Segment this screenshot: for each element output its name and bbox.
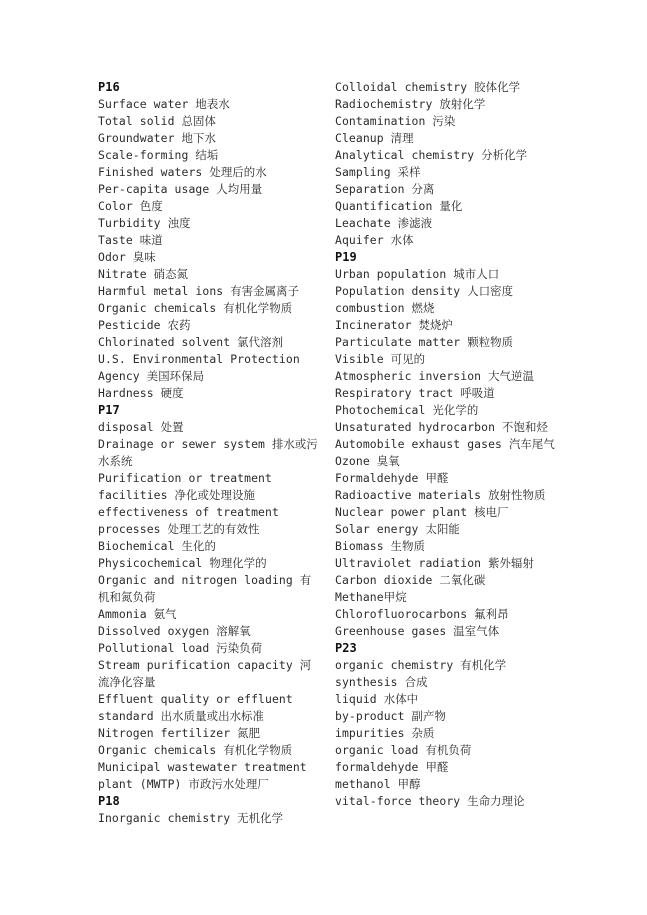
glossary-entry: Drainage or sewer system 排水或污水系统: [98, 437, 318, 468]
glossary-entry: Taste 味道: [98, 233, 163, 247]
glossary-entry: vital-force theory 生命力理论: [335, 794, 525, 808]
glossary-entry: U.S. Environmental Protection Agency 美国环保局: [98, 352, 300, 383]
glossary-entry: liquid 水体中: [335, 692, 419, 706]
glossary-entry: Municipal wastewater treatment plant (MWTP) 市政污水处理厂: [98, 760, 307, 791]
section-heading: P18: [98, 794, 120, 808]
glossary-entry: Solar energy 太阳能: [335, 522, 460, 536]
glossary-entry: Carbon dioxide 二氧化碳: [335, 573, 486, 587]
glossary-entry: Particulate matter 颗粒物质: [335, 335, 514, 349]
section-heading: P19: [335, 250, 357, 264]
glossary-entry: Purification or treatment facilities 净化或处理设施: [98, 471, 272, 502]
glossary-entry: Harmful metal ions 有害金属离子: [98, 284, 300, 298]
glossary-entry: Methane甲烷: [335, 590, 407, 604]
glossary-entry: Pollutional load 污染负荷: [98, 641, 263, 655]
glossary-entry: Atmospheric inversion 大气逆温: [335, 369, 535, 383]
glossary-entry: Nitrogen fertilizer 氮肥: [98, 726, 261, 740]
glossary-entry: Greenhouse gases 温室气体: [335, 624, 500, 638]
glossary-entry: impurities 杂质: [335, 726, 435, 740]
glossary-entry: Scale-forming 结垢: [98, 148, 219, 162]
glossary-entry: formaldehyde 甲醛: [335, 760, 449, 774]
glossary-entry: Visible 可见的: [335, 352, 426, 366]
glossary-entry: combustion 燃烧: [335, 301, 435, 315]
glossary-entry: disposal 处置: [98, 420, 184, 434]
glossary-entry: Color 色度: [98, 199, 163, 213]
glossary-entry: by-product 副产物: [335, 709, 447, 723]
glossary-entry: Leachate 渗滤液: [335, 216, 433, 230]
glossary-column-right: [335, 79, 557, 810]
glossary-entry: Organic and nitrogen loading 有机和氮负荷: [98, 573, 312, 604]
glossary-entry: Unsaturated hydrocarbon 不饱和烃: [335, 420, 548, 434]
glossary-entry: organic chemistry 有机化学: [335, 658, 507, 672]
section-heading: P17: [98, 403, 120, 417]
glossary-entry: Dissolved oxygen 溶解氧: [98, 624, 251, 638]
glossary-entry: Ammonia 氨气: [98, 607, 177, 621]
glossary-entry: Per-capita usage 人均用量: [98, 182, 263, 196]
glossary-entry: Photochemical 光化学的: [335, 403, 479, 417]
glossary-entry: synthesis 合成: [335, 675, 428, 689]
glossary-entry: Separation 分离: [335, 182, 435, 196]
glossary-entry: Organic chemicals 有机化学物质: [98, 301, 293, 315]
glossary-entry: Total solid 总固体: [98, 114, 216, 128]
glossary-entry: organic load 有机负荷: [335, 743, 472, 757]
glossary-entry: Radioactive materials 放射性物质: [335, 488, 546, 502]
glossary-entry: Stream purification capacity 河流净化容量: [98, 658, 312, 689]
glossary-entry: Hardness 硬度: [98, 386, 184, 400]
glossary-entry: Nuclear power plant 核电厂: [335, 505, 509, 519]
glossary-entry: Chlorinated solvent 氯代溶剂: [98, 335, 284, 349]
glossary-entry: methanol 甲醇: [335, 777, 421, 791]
glossary-entry: Groundwater 地下水: [98, 131, 216, 145]
glossary-entry: Inorganic chemistry 无机化学: [98, 811, 284, 825]
glossary-entry: Effluent quality or effluent standard 出水质量或出水标准: [98, 692, 293, 723]
glossary-entry: Odor 臭味: [98, 250, 156, 264]
glossary-entry: Finished waters 处理后的水: [98, 165, 267, 179]
glossary-entry: Incinerator 焚烧炉: [335, 318, 453, 332]
glossary-entry: Chlorofluorocarbons 氟利昂: [335, 607, 509, 621]
glossary-entry: effectiveness of treatment processes 处理工艺的有效性: [98, 505, 279, 536]
glossary-entry: Respiratory tract 呼吸道: [335, 386, 495, 400]
glossary-column-left: [98, 79, 320, 827]
glossary-entry: Colloidal chemistry 胶体化学: [335, 80, 521, 94]
glossary-entry: Surface water 地表水: [98, 97, 230, 111]
glossary-entry: Urban population 城市人口: [335, 267, 500, 281]
glossary-entry: Ozone 臭氧: [335, 454, 400, 468]
glossary-entry: Ultraviolet radiation 紫外辐射: [335, 556, 535, 570]
glossary-entry: Aquifer 水体: [335, 233, 414, 247]
glossary-entry: Population density 人口密度: [335, 284, 514, 298]
glossary-entry: Nitrate 硝态氮: [98, 267, 189, 281]
glossary-entry: Physicochemical 物理化学的: [98, 556, 267, 570]
glossary-entry: Contamination 污染: [335, 114, 456, 128]
section-heading: P23: [335, 641, 357, 655]
glossary-entry: Cleanup 清理: [335, 131, 414, 145]
glossary-entry: Sampling 采样: [335, 165, 421, 179]
glossary-entry: Biochemical 生化的: [98, 539, 216, 553]
glossary-entry: Automobile exhaust gases 汽车尾气: [335, 437, 555, 451]
glossary-entry: Organic chemicals 有机化学物质: [98, 743, 293, 757]
glossary-entry: Biomass 生物质: [335, 539, 426, 553]
glossary-entry: Analytical chemistry 分析化学: [335, 148, 528, 162]
glossary-entry: Radiochemistry 放射化学: [335, 97, 486, 111]
glossary-entry: Pesticide 农药: [98, 318, 191, 332]
section-heading: P16: [98, 80, 120, 94]
glossary-entry: Turbidity 浊度: [98, 216, 191, 230]
glossary-entry: Quantification 量化: [335, 199, 463, 213]
glossary-entry: Formaldehyde 甲醛: [335, 471, 449, 485]
